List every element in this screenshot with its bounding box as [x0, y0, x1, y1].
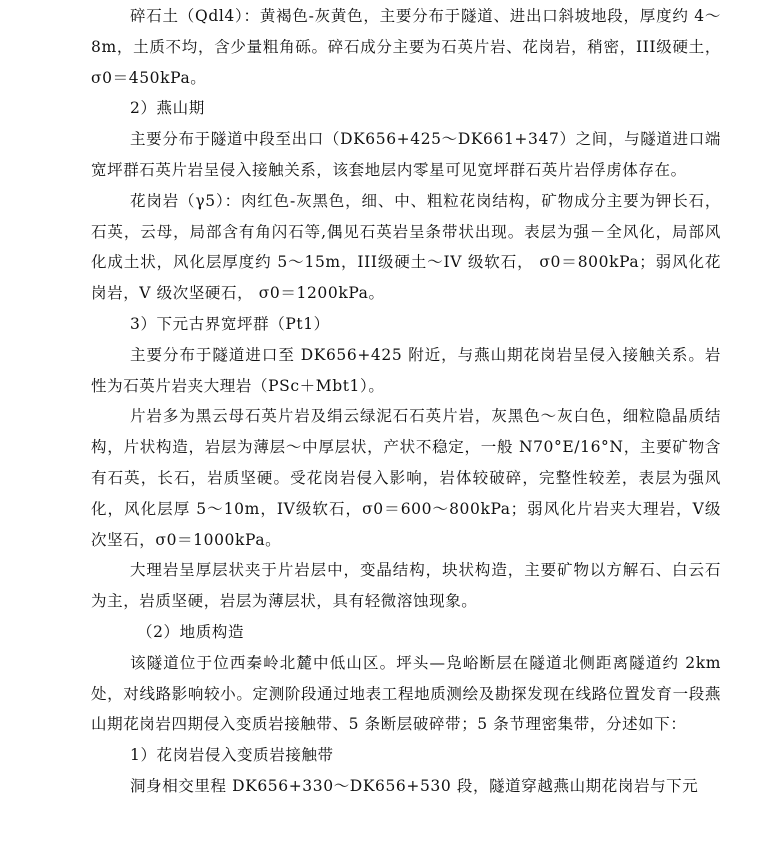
paragraph-kuanping-distribution: 主要分布于隧道进口至 DK656+425 附近，与燕山期花岗岩呈侵入接触关系。岩性为石英片岩夹大理岩（PSc＋Mbt1）。 — [91, 345, 721, 395]
heading-kuanping-group: 3）下元古界宽坪群（Pt1） — [130, 314, 330, 333]
paragraph-marble: 大理岩呈厚层状夹于片岩层中，变晶结构，块状构造，主要矿物以方解石、白云石为主，岩质坚硬，岩层为薄层状，具有轻微溶蚀现象。 — [91, 561, 721, 611]
paragraph-contact-zone-mileage: 洞身相交里程 DK656+330～DK656+530 段，隧道穿越燕山期花岗岩与下元 — [130, 776, 699, 795]
heading-geologic-structure: （2）地质构造 — [137, 622, 245, 641]
paragraph-schist: 片岩多为黑云母石英片岩及绢云绿泥石石英片岩，灰黑色～灰白色，细粒隐晶质结构，片状构造，岩层为薄层～中厚层状，产状不稳定，一般 N70°E/16°N，主要矿物含有石英，长石，岩质坚硬。受花岗岩侵入影响，岩体较破碎，完整性较差，表层为强风化，风化层厚 5～10m，IV级软石，σ0＝600～800kPa；弱风化片岩夹大理岩，V级次坚石，σ0＝1000kPa。 — [91, 407, 721, 549]
heading-contact-zone: 1）花岗岩侵入变质岩接触带 — [130, 746, 334, 765]
paragraph-yanshan-distribution: 主要分布于隧道中段至出口（DK656+425～DK661+347）之间，与隧道进口端宽坪群石英片岩呈侵入接触关系，该套地层内零星可见宽坪群石英片岩俘虏体存在。 — [91, 130, 721, 179]
paragraph-structure-overview: 该隧道位于位西秦岭北麓中低山区。坪头—凫峪断层在隧道北侧距离隧道约 2km 处，对线路影响较小。定测阶段通过地表工程地质测绘及勘探发现在线路位置发育一段燕山期花岗岩四期侵入变质岩接触带、5 条断层破碎带；5 条节理密集带，分述如下： — [91, 653, 721, 734]
document-page — [91, 0, 721, 802]
paragraph-gravel-soil: 碎石土（Qdl4）：黄褐色-灰黄色，主要分布于隧道、进出口斜坡地段，厚度约 4～8m，土质不均，含少量粗角砾。碎石成分主要为石英片岩、花岗岩，稍密，III级硬土，σ0＝450kPa。 — [91, 7, 721, 87]
paragraph-granite: 花岗岩（γ5）：肉红色-灰黑色，细、中、粗粒花岗结构，矿物成分主要为钾长石，石英，云母，局部含有角闪石等,偶见石英岩呈条带状出现。表层为强－全风化，局部风化成土状，风化层厚度约 5～15m，III级硬土～IV 级软石， σ0＝800kPa；弱风化花岗岩，V 级次坚硬石， σ0＝1200kPa。 — [91, 191, 721, 303]
heading-yanshan-period: 2）燕山期 — [130, 99, 205, 118]
